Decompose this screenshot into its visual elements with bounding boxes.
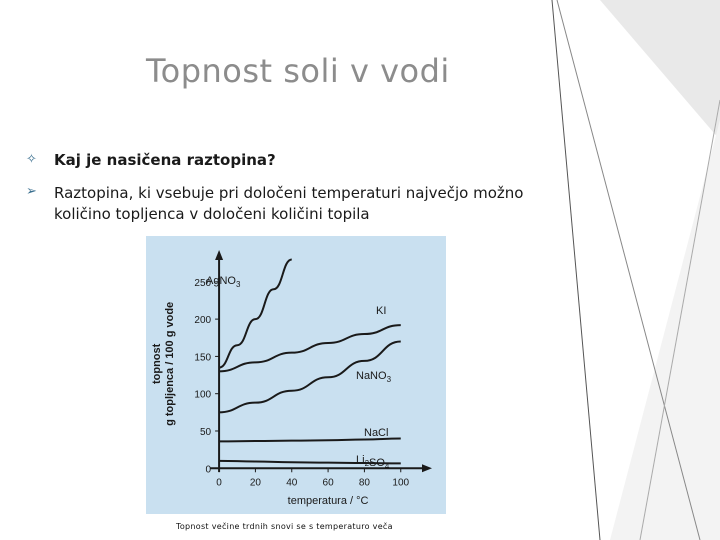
x-tick-label: 20 [249,477,261,489]
bullet-definition: Raztopina, ki vsebuje pri določeni temperaturi največjo možno količino topljenca v določeni količini topila [54,184,524,223]
series-label-agno3: AgNO$_3$ [206,275,241,289]
x-tick-label: 80 [358,477,370,489]
y-tick-label: 250 [194,277,212,289]
x-tick-label: 100 [392,477,410,489]
y-axis-label: g topljenca / 100 g vode [164,301,176,426]
solubility-chart [146,236,446,514]
chart-background [146,236,446,514]
solubility-chart-svg [146,236,446,514]
series-label-li2so4: $Li_2SO_4$ [356,454,390,471]
y-tick-label: 100 [194,389,212,401]
y-tick-label: 50 [199,426,212,438]
series-label-ki: KI [376,305,387,317]
y-tick-label: 150 [194,352,212,364]
y-axis-label: topnost [151,343,163,385]
bullet-diamond-icon: ✧ [26,152,37,167]
y-tick-label: 0 [205,464,212,476]
bullet-question: Kaj je nasičena raztopina? [54,151,276,169]
series-label-nano3: NaNO$_3$ [356,370,392,384]
chart-caption: Topnost večine trdnih snovi se s temperaturo veča [176,522,393,531]
bullet-arrow-icon: ➢ [26,184,37,199]
x-tick-label: 60 [322,477,334,489]
corner-decoration-bottom [610,120,720,540]
series-label-nacl: NaCl [364,427,389,439]
slide-title: Topnost soli v vodi [146,52,450,90]
x-tick-label: 0 [216,477,222,489]
y-tick-label: 200 [194,315,212,327]
corner-decoration-top [600,0,720,140]
x-tick-label: 40 [286,477,298,489]
decoration-line-1 [552,0,600,540]
x-axis-label: temperatura / °C [287,495,369,507]
